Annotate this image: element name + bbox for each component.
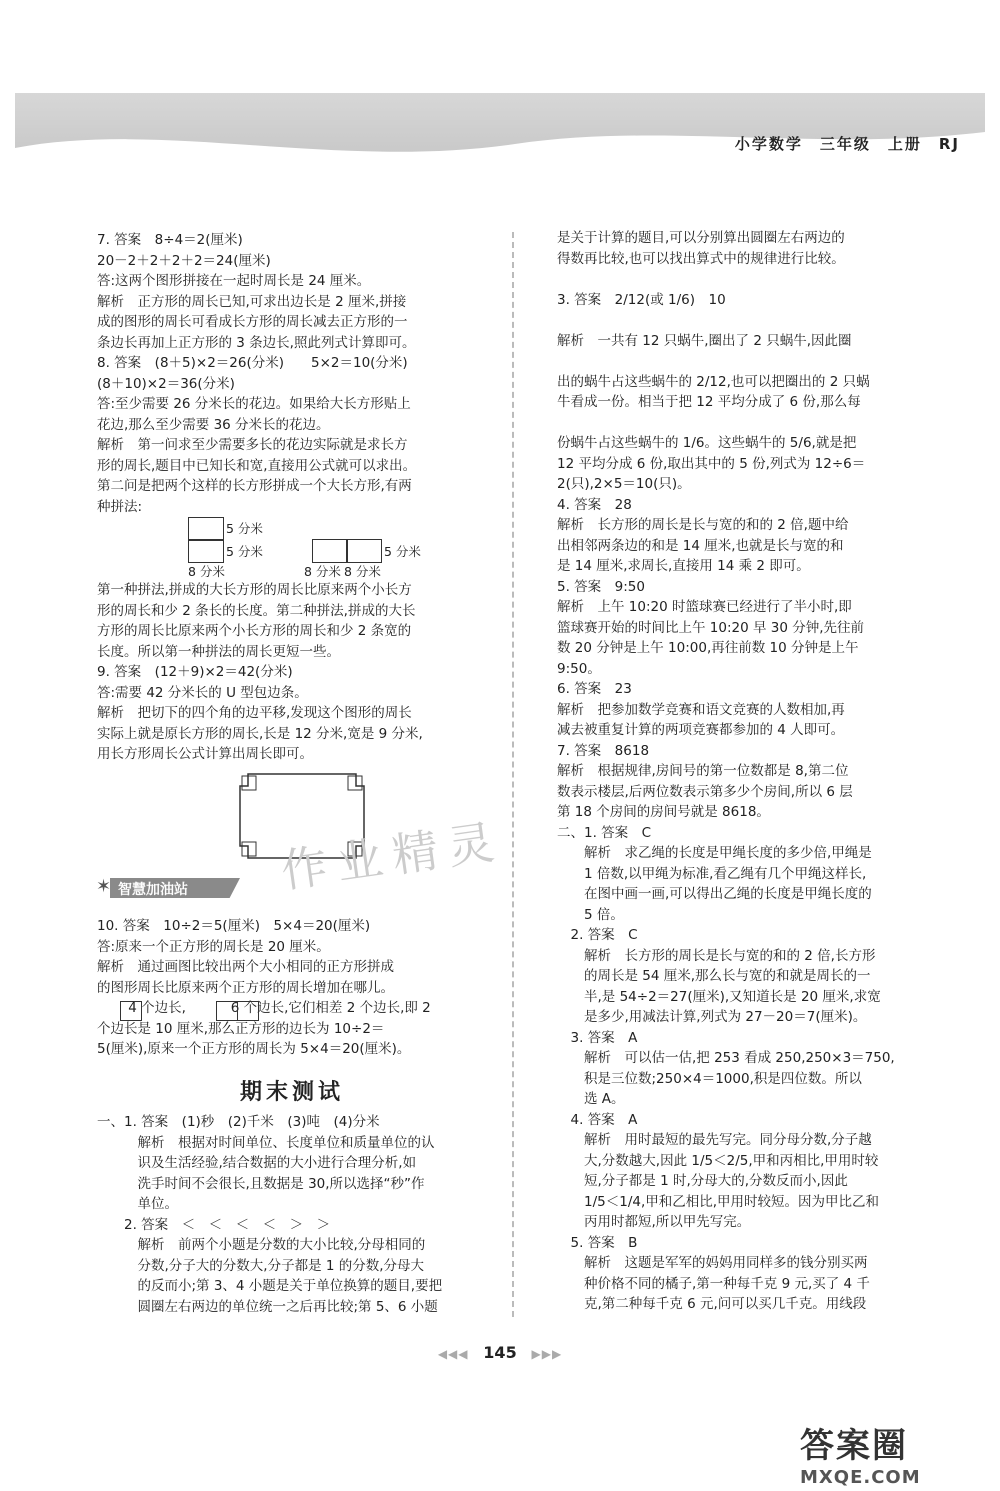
text-line: 答:需要 42 分米长的 U 型包边条。	[97, 684, 308, 701]
text-line: 篮球赛开始的时间比上午 10:20 早 30 分钟,先往前	[557, 619, 865, 636]
text-line: 解析 用时最短的最先写完。同分母分数,分子越	[557, 1132, 872, 1148]
rect-b-right	[346, 539, 382, 563]
text-line: 出的蜗牛占这些蜗牛的 2/12,也可以把圈出的 2 只蜗	[557, 373, 870, 390]
answer-line: 5. 答案 B	[557, 1234, 638, 1251]
text-line: 解析 长方形的周长是长与宽的和的 2 倍,题中给	[557, 517, 849, 533]
text-line: 1 倍数,以甲绳为标准,看乙绳有几个甲绳这样长,	[557, 865, 867, 882]
answer-line: 二、1. 答案 C	[557, 824, 652, 841]
text-line: 解析 根据规律,房间号的第一位数都是 8,第二位	[557, 763, 849, 779]
left-column-block-2	[97, 580, 502, 765]
site-logo	[800, 1418, 980, 1488]
text-line: 减去被重复计算的两项竞赛都参加的 4 人即可。	[557, 722, 845, 738]
text-line: 是关于计算的题目,可以分别算出圆圈左右两边的	[557, 230, 845, 246]
logo-text: 答案圈	[800, 1426, 908, 1466]
answer-line: 4. 答案 28	[557, 496, 632, 513]
section-banner	[96, 876, 244, 900]
text-line: 解析 第一问求至少需要多长的花边实际就是求长方	[97, 437, 408, 453]
answer-line: 4. 答案 A	[557, 1111, 638, 1128]
text-line: 洗手时间不会很长,且数据是 30,所以选择“秒”作	[97, 1175, 425, 1192]
star-icon: ✶	[96, 876, 112, 897]
answer-line: 3. 答案 2/12(或 1/6) 10	[557, 291, 726, 308]
watermark: 作业精灵	[277, 813, 508, 899]
text-line: 分数,分子大的分数大,分子都是 1 的分数,分母大	[97, 1257, 425, 1274]
text-line: 得数再比较,也可以找出算式中的规律进行比较。	[557, 250, 845, 267]
text-line: 9:50。	[557, 660, 601, 677]
rect-a-top	[188, 517, 224, 541]
text-line	[557, 310, 937, 331]
text-line: 解析 把切下的四个角的边平移,发现这个图形的周长	[97, 705, 412, 721]
text-line: 5(厘米),原来一个正方形的周长为 5×4＝20(厘米)。	[97, 1041, 411, 1057]
answer-line: 7. 答案 8÷4＝2(厘米)	[97, 232, 243, 248]
text-line	[557, 269, 937, 290]
text-line: 第二问是把两个这样的长方形拼成一个大长方形,有两	[97, 478, 412, 494]
square-diagram-1	[120, 1001, 142, 1021]
text-line: 解析 通过画图比较出两个大小相同的正方形拼成	[97, 959, 394, 975]
answer-line: 2. 答案 C	[557, 927, 638, 943]
text-line: 解析 长方形的周长是长与宽的和的 2 倍,长方形	[557, 947, 876, 964]
answer-line: 2. 答案 ＜ ＜ ＜ ＜ ＞ ＞	[97, 1216, 331, 1233]
text-line: 条边长再加上正方形的 3 条边长,照此列式计算即可。	[97, 334, 416, 351]
text-line: 2(只),2×5＝10(只)。	[557, 476, 691, 492]
text-line: 成的图形的周长可看成长方形的周长减去正方形的一	[97, 314, 408, 330]
text-line: 单位。	[97, 1196, 178, 1212]
answer-line: 7. 答案 8618	[557, 742, 650, 759]
text-line: 的反而小;第 3、4 小题是关于单位换算的题目,要把	[97, 1278, 443, 1294]
header-title: 小学数学 三年级 上册 RJ	[734, 135, 960, 153]
text-line: 形的周长和少 2 条长的长度。第二种拼法,拼成的大长	[97, 602, 416, 619]
text-line	[557, 351, 937, 372]
text-line: 长度。所以第一种拼法的周长更短一些。	[97, 643, 340, 660]
text-line: 数 20 分钟是上午 10:00,再往前数 10 分钟是上午	[557, 640, 859, 656]
text-line: 第 18 个房间的房间号就是 8618。	[557, 804, 770, 820]
logo-url: MXQE.COM	[800, 1467, 921, 1488]
square-diagram-2b	[237, 1001, 259, 1021]
text-line: 出相邻两条边的和是 14 厘米,也就是长与宽的和	[557, 537, 844, 554]
rect-a-bottom	[188, 539, 224, 563]
section-title: 期末测试	[240, 1080, 345, 1105]
text-line: 牛看成一份。相当于把 12 平均分成了 6 份,那么每	[557, 394, 861, 410]
text-line: 解析 上午 10:20 时篮球赛已经进行了半小时,即	[557, 599, 852, 615]
square-diagram-2a	[216, 1001, 238, 1021]
next-arrows-icon: ▶▶▶	[531, 1347, 563, 1361]
answer-line: 一、1. 答案 (1)秒 (2)千米 (3)吨 (4)分米	[97, 1114, 380, 1130]
text-line: 短,分子都是 1 时,分母大的,分数反而小,因此	[557, 1173, 848, 1189]
text-line: 解析 前两个小题是分数的大小比较,分母相同的	[97, 1237, 426, 1253]
header-band	[15, 93, 985, 165]
text-line: 解析 一共有 12 只蜗牛,圈出了 2 只蜗牛,因此圈	[557, 332, 852, 349]
text-line: 数表示楼层,后两位数表示第多少个房间,所以 6 层	[557, 783, 853, 800]
left-column-block-3	[97, 916, 502, 1060]
text-line: 1/5＜1/4,甲和乙相比,甲用时较短。因为甲比乙和	[557, 1193, 880, 1210]
text-line: 答:至少需要 26 分米长的花边。如果给大长方形贴上	[97, 396, 411, 412]
text-line: 在图中画一画,可以得出乙绳的长度是甲绳长度的	[557, 886, 872, 902]
text-line: 解析 这题是军军的妈妈用同样多的钱分别买两	[557, 1255, 868, 1271]
text-line: (8＋10)×2＝36(分米)	[97, 375, 235, 392]
text-line: 答:原来一个正方形的周长是 20 厘米。	[97, 938, 330, 955]
left-column-block-4	[97, 1112, 507, 1317]
text-line: 是 14 厘米,求周长,直接用 14 乘 2 即可。	[557, 558, 810, 574]
fig-label: 5 分米	[226, 521, 263, 536]
fig-label: 5 分米	[384, 544, 421, 559]
text-line: 半,是 54÷2＝27(厘米),又知道长是 20 厘米,求宽	[557, 988, 881, 1005]
text-line: 解析 正方形的周长已知,可求出边长是 2 厘米,拼接	[97, 293, 407, 310]
answer-line: 10. 答案 10÷2＝5(厘米) 5×4＝20(厘米)	[97, 918, 371, 934]
text-line: 大,分数越大,因此 1/5＜2/5,甲和丙相比,甲用时较	[557, 1152, 879, 1169]
text-line: 个边长是 10 厘米,那么正方形的边长为 10÷2＝	[97, 1020, 385, 1037]
text-line: 20－2＋2＋2＋2＝24(厘米)	[97, 252, 271, 269]
text-line: 积是三位数;250×4＝1000,积是四位数。所以	[557, 1070, 862, 1087]
fig-label: 5 分米	[226, 544, 263, 559]
text-line: 份蜗牛占这些蜗牛的 1/6。这些蜗牛的 5/6,就是把	[557, 435, 857, 451]
left-column-block-1	[97, 230, 502, 517]
page-number: 145	[483, 1343, 517, 1362]
text-line: 第一种拼法,拼成的大长方形的周长比原来两个小长方	[97, 582, 412, 598]
column-divider	[512, 232, 514, 1317]
text-line: 克,第二种每千克 6 元,问可以买几千克。用线段	[557, 1296, 867, 1312]
answer-line: 8. 答案 (8＋5)×2＝26(分米) 5×2＝10(分米)	[97, 355, 408, 371]
text-line: 的图形周长比原来两个正方形的周长增加在哪儿。	[97, 979, 394, 996]
text-line: 解析 根据对时间单位、长度单位和质量单位的认	[97, 1134, 435, 1151]
text-line: 花边,那么至少需要 36 分米长的花边。	[97, 416, 330, 433]
fig-label: 8 分米	[344, 564, 381, 579]
text-line: 答:这两个图形拼接在一起时周长是 24 厘米。	[97, 273, 371, 289]
text-line: 识及生活经验,结合数据的大小进行合理分析,如	[97, 1155, 417, 1171]
fig-label: 8 分米	[188, 564, 225, 579]
text-line: 用长方形周长公式计算出周长即可。	[97, 746, 313, 762]
text-line: 4 个边长, 6 个边长,它们相差 2 个边长,即 2	[97, 1000, 431, 1016]
text-line: 方形的周长比原来两个小长方形的周长和少 2 条宽的	[97, 623, 412, 639]
text-line: 丙用时都短,所以甲先写完。	[557, 1214, 751, 1230]
rect-b-left	[312, 539, 348, 563]
text-line: 解析 求乙绳的长度是甲绳长度的多少倍,甲绳是	[557, 845, 872, 861]
banner-label: 智慧加油站	[118, 882, 188, 898]
text-line: 解析 把参加数学竞赛和语文竞赛的人数相加,再	[557, 701, 845, 718]
answer-line: 5. 答案 9:50	[557, 578, 645, 595]
prev-arrows-icon: ◀◀◀	[437, 1347, 469, 1361]
text-line: 解析 可以估一估,把 253 看成 250,250×3＝750,	[557, 1050, 895, 1066]
text-line: 实际上就是原长方形的周长,长是 12 分米,宽是 9 分米,	[97, 725, 423, 742]
text-line	[557, 413, 937, 434]
text-line: 种拼法:	[97, 498, 143, 515]
fig-label: 8 分米	[304, 564, 341, 579]
right-column	[557, 228, 937, 1315]
answer-line: 6. 答案 23	[557, 681, 632, 697]
text-line: 12 平均分成 6 份,取出其中的 5 份,列式为 12÷6＝	[557, 455, 866, 472]
text-line: 选 A。	[557, 1091, 625, 1107]
text-line: 的周长是 54 厘米,那么长与宽的和就是周长的一	[557, 968, 871, 984]
text-line: 5 倍。	[557, 906, 624, 923]
answer-line: 9. 答案 (12＋9)×2＝42(分米)	[97, 664, 293, 680]
page-footer	[0, 1343, 1000, 1362]
text-line: 圆圈左右两边的单位统一之后再比较;第 5、6 小题	[97, 1298, 438, 1315]
text-line: 种价格不同的橘子,第一种每千克 9 元,买了 4 千	[557, 1275, 870, 1292]
text-line: 形的周长,题目中已知长和宽,直接用公式就可以求出。	[97, 457, 417, 474]
answer-line: 3. 答案 A	[557, 1029, 638, 1046]
text-line: 是多少,用减法计算,列式为 27－20＝7(厘米)。	[557, 1009, 867, 1025]
